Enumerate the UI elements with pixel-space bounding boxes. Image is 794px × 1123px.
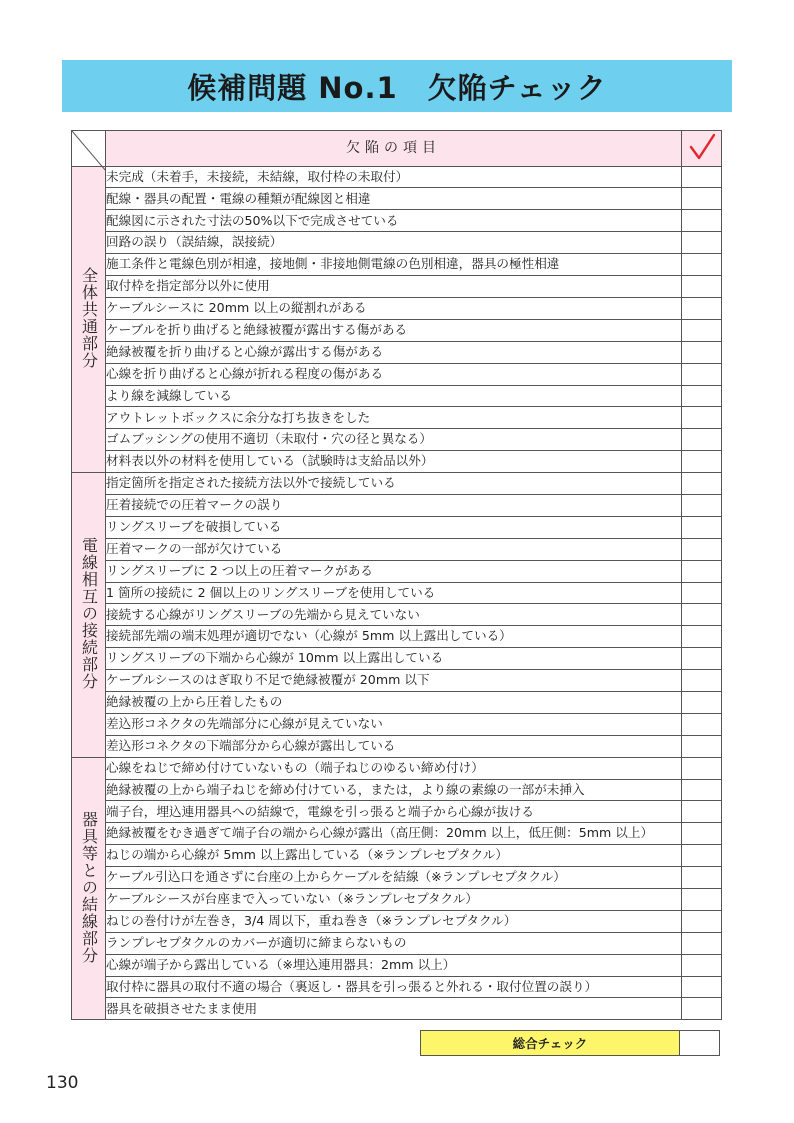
defect-item: リングスリーブに 2 つ以上の圧着マークがある: [106, 560, 682, 582]
diagonal-line-icon: [72, 131, 106, 171]
check-box[interactable]: [682, 670, 722, 692]
check-box[interactable]: [682, 910, 722, 932]
defect-item: ねじの端から心線が 5mm 以上露出している（※ランプレセプタクル）: [106, 845, 682, 867]
check-box[interactable]: [682, 713, 722, 735]
checklist-row: [72, 451, 722, 473]
checkmark-icon: [687, 131, 717, 163]
check-box[interactable]: [682, 451, 722, 473]
check-box[interactable]: [682, 932, 722, 954]
defect-item: 心線をねじで締め付けていないもの（端子ねじのゆるい締め付け）: [106, 757, 682, 779]
checklist-row: [72, 888, 722, 910]
check-box[interactable]: [682, 297, 722, 319]
defect-item: 心線が端子から露出している（※埋込連用器具：2mm 以上）: [106, 954, 682, 976]
check-box[interactable]: [682, 976, 722, 998]
page-title: 候補問題 No.1 欠陥チェック: [187, 70, 607, 105]
checklist-row: [72, 254, 722, 276]
checklist-row: [72, 976, 722, 998]
defect-item: 接続する心線がリングスリーブの先端から見えていない: [106, 604, 682, 626]
check-box[interactable]: [682, 998, 722, 1020]
check-box[interactable]: [682, 232, 722, 254]
checklist-row: [72, 429, 722, 451]
check-box[interactable]: [682, 801, 722, 823]
page-number: 130: [46, 1073, 79, 1093]
defect-item: 絶縁被覆をむき過ぎて端子台の端から心線が露出（高圧側：20mm 以上，低圧側：5mm 以上）: [106, 823, 682, 845]
section-label: 全体共通部分: [79, 267, 99, 370]
defect-item: ケーブル引込口を通さずに台座の上からケーブルを結線（※ランプレセプタクル）: [106, 867, 682, 889]
check-box[interactable]: [682, 845, 722, 867]
checklist-row: [72, 516, 722, 538]
checklist-row: [72, 538, 722, 560]
defect-item: 配線図に示された寸法の50%以下で完成させている: [106, 210, 682, 232]
checklist-row: [72, 232, 722, 254]
defect-item: 回路の誤り（誤結線，誤接続）: [106, 232, 682, 254]
check-box[interactable]: [682, 823, 722, 845]
check-box[interactable]: [682, 429, 722, 451]
defect-item: 取付枠を指定部分以外に使用: [106, 276, 682, 298]
defect-item: 未完成（未着手，未接続，未結線，取付枠の未取付）: [106, 166, 682, 188]
check-box[interactable]: [682, 604, 722, 626]
checklist-row: [72, 473, 722, 495]
checklist-row: [72, 626, 722, 648]
check-box[interactable]: [682, 276, 722, 298]
defect-item: アウトレットボックスに余分な打ち抜きをした: [106, 407, 682, 429]
check-box[interactable]: [682, 648, 722, 670]
checklist-row: [72, 385, 722, 407]
checklist-row: [72, 735, 722, 757]
check-box[interactable]: [682, 582, 722, 604]
checklist-row: [72, 845, 722, 867]
summary-check-box[interactable]: [680, 1030, 720, 1056]
defect-item: ケーブルシースが台座まで入っていない（※ランプレセプタクル）: [106, 888, 682, 910]
checklist-row: [72, 998, 722, 1020]
header-row: [72, 131, 722, 167]
defect-item: 指定箇所を指定された接続方法以外で接続している: [106, 473, 682, 495]
check-box[interactable]: [682, 691, 722, 713]
defect-item: 差込形コネクタの下端部分から心線が露出している: [106, 735, 682, 757]
defect-item: ゴムブッシングの使用不適切（未取付・穴の径と異なる）: [106, 429, 682, 451]
checklist-row: [72, 779, 722, 801]
checklist-row: [72, 363, 722, 385]
check-box[interactable]: [682, 867, 722, 889]
checklist-row: [72, 910, 722, 932]
checklist-row: [72, 582, 722, 604]
header-corner-cell: [72, 131, 106, 167]
defect-item: リングスリーブを破損している: [106, 516, 682, 538]
header-check-cell: [682, 131, 722, 167]
defect-item: 絶縁被覆の上から端子ねじを締め付けている，または，より線の素線の一部が未挿入: [106, 779, 682, 801]
check-box[interactable]: [682, 494, 722, 516]
checklist-row: [72, 604, 722, 626]
checklist-row: [72, 188, 722, 210]
defect-item: 材料表以外の材料を使用している（試験時は支給品以外）: [106, 451, 682, 473]
checklist-row: [72, 757, 722, 779]
checklist-row: [72, 932, 722, 954]
defect-item: 配線・器具の配置・電線の種類が配線図と相違: [106, 188, 682, 210]
checklist-row: [72, 713, 722, 735]
check-box[interactable]: [682, 954, 722, 976]
check-box[interactable]: [682, 188, 722, 210]
defect-item: 差込形コネクタの先端部分に心線が見えていない: [106, 713, 682, 735]
defect-item: 1 箇所の接続に 2 個以上のリングスリーブを使用している: [106, 582, 682, 604]
checklist-row: [72, 691, 722, 713]
checklist-row: [72, 823, 722, 845]
summary-check-row: [420, 1030, 720, 1056]
check-box[interactable]: [682, 254, 722, 276]
title-banner: [62, 60, 732, 112]
defect-item: 絶縁被覆の上から圧着したもの: [106, 691, 682, 713]
check-box[interactable]: [682, 626, 722, 648]
check-box[interactable]: [682, 407, 722, 429]
section-label-cell: [72, 757, 106, 1020]
checklist-row: [72, 560, 722, 582]
checklist-row: [72, 801, 722, 823]
defect-item: 心線を折り曲げると心線が折れる程度の傷がある: [106, 363, 682, 385]
defect-item: ランプレセプタクルのカバーが適切に締まらないもの: [106, 932, 682, 954]
defect-item: 圧着マークの一部が欠けている: [106, 538, 682, 560]
defect-item: 取付枠に器具の取付不適の場合（裏返し・器具を引っ張ると外れる・取付位置の誤り）: [106, 976, 682, 998]
checklist-row: [72, 407, 722, 429]
checklist-row: [72, 648, 722, 670]
defect-item: 施工条件と電線色別が相違，接地側・非接地側電線の色別相違，器具の極性相違: [106, 254, 682, 276]
defect-item: 端子台，埋込連用器具への結線で，電線を引っ張ると端子から心線が抜ける: [106, 801, 682, 823]
defect-item: ケーブルシースのはぎ取り不足で絶縁被覆が 20mm 以下: [106, 670, 682, 692]
header-item-label: 欠陥の項目: [106, 131, 682, 167]
check-box[interactable]: [682, 538, 722, 560]
check-box[interactable]: [682, 473, 722, 495]
defect-item: より線を減線している: [106, 385, 682, 407]
check-box[interactable]: [682, 516, 722, 538]
defect-item: 絶縁被覆を折り曲げると心線が露出する傷がある: [106, 341, 682, 363]
defect-item: 圧着接続での圧着マークの誤り: [106, 494, 682, 516]
checklist-row: [72, 954, 722, 976]
checklist-row: [72, 867, 722, 889]
summary-check-label: 総合チェック: [420, 1030, 680, 1056]
check-box[interactable]: [682, 363, 722, 385]
defect-checklist-table: [71, 130, 722, 1020]
defect-item: リングスリーブの下端から心線が 10mm 以上露出している: [106, 648, 682, 670]
check-box[interactable]: [682, 385, 722, 407]
section-label-cell: [72, 166, 106, 472]
checklist-row: [72, 319, 722, 341]
section-label-cell: [72, 473, 106, 758]
checklist-row: [72, 670, 722, 692]
check-box[interactable]: [682, 319, 722, 341]
section-label: 器具等との結線部分: [79, 810, 99, 964]
check-box[interactable]: [682, 560, 722, 582]
section-label: 電線相互の接続部分: [79, 537, 99, 691]
defect-item: ケーブルシースに 20mm 以上の縦割れがある: [106, 297, 682, 319]
check-box[interactable]: [682, 210, 722, 232]
checklist-row: [72, 276, 722, 298]
check-box[interactable]: [682, 757, 722, 779]
check-box[interactable]: [682, 735, 722, 757]
check-box[interactable]: [682, 779, 722, 801]
checklist-row: [72, 494, 722, 516]
defect-item: ねじの巻付けが左巻き，3/4 周以下，重ね巻き（※ランプレセプタクル）: [106, 910, 682, 932]
checklist-row: [72, 166, 722, 188]
check-box[interactable]: [682, 888, 722, 910]
defect-item: ケーブルを折り曲げると絶縁被覆が露出する傷がある: [106, 319, 682, 341]
checklist-row: [72, 341, 722, 363]
check-box[interactable]: [682, 166, 722, 188]
defect-item: 接続部先端の端末処理が適切でない（心線が 5mm 以上露出している）: [106, 626, 682, 648]
checklist-row: [72, 297, 722, 319]
checklist-row: [72, 210, 722, 232]
check-box[interactable]: [682, 341, 722, 363]
defect-item: 器具を破損させたまま使用: [106, 998, 682, 1020]
